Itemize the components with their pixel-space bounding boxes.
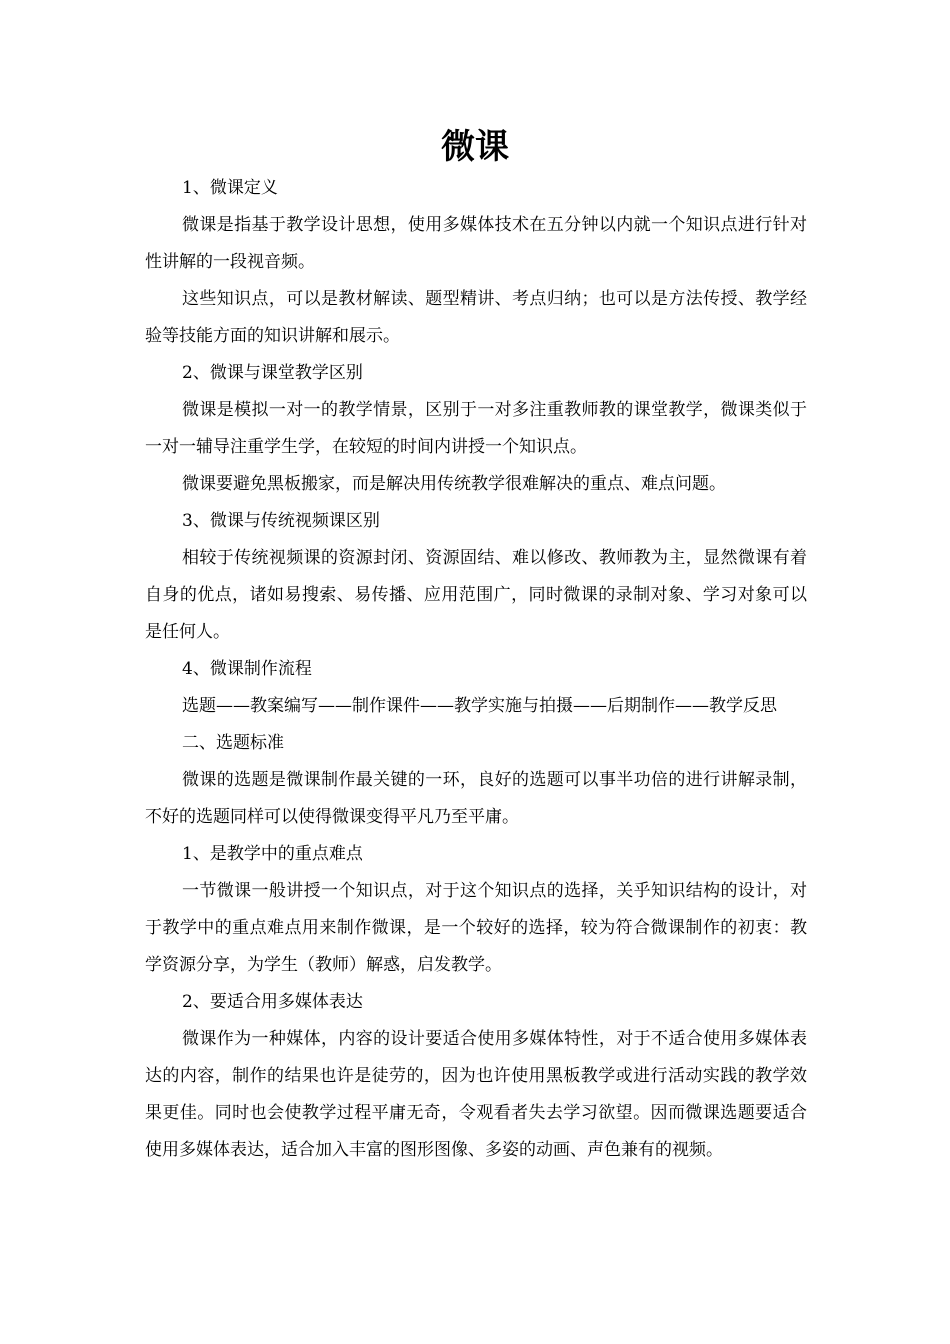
- paragraph: 微课要避免黑板搬家，而是解决用传统教学很难解决的重点、难点问题。: [182, 474, 726, 494]
- section-heading-topic-criteria: 二、选题标准: [182, 733, 284, 753]
- paragraph: 这些知识点，可以是教材解读、题型精讲、考点归纳；也可以是方法传授、教学经验等技能方面的知识讲解和展示。: [145, 289, 807, 346]
- document-body: [145, 170, 807, 1169]
- document-title: 微课: [441, 127, 509, 167]
- subheading-key-points: 1、是教学中的重点难点: [182, 844, 363, 864]
- paragraph: 微课作为一种媒体，内容的设计要适合使用多媒体特性，对于不适合使用多媒体表达的内容，制作的结果也许是徒劳的，因为也许使用黑板教学或进行活动实践的教学效果更佳。同时也会使教学过程平庸无奇，令观看者失去学习欲望。因而微课选题要适合使用多媒体表达，适合加入丰富的图形图像、多姿的动画、声色兼有的视频。: [145, 1029, 807, 1160]
- paragraph: 微课的选题是微课制作最关键的一环，良好的选题可以事半功倍的进行讲解录制，不好的选题同样可以使得微课变得平凡乃至平庸。: [145, 770, 807, 827]
- paragraph: 相较于传统视频课的资源封闭、资源固结、难以修改、教师教为主，显然微课有着自身的优点，诸如易搜索、易传播、应用范围广，同时微课的录制对象、学习对象可以是任何人。: [145, 548, 807, 642]
- paragraph: 一节微课一般讲授一个知识点，对于这个知识点的选择，关乎知识结构的设计，对于教学中的重点难点用来制作微课，是一个较好的选择，较为符合微课制作的初衷：教学资源分享，为学生（教师）解惑，启发教学。: [145, 881, 807, 975]
- subheading-multimedia: 2、要适合用多媒体表达: [182, 992, 363, 1012]
- heading-1-definition: 1、微课定义: [182, 178, 278, 198]
- heading-3-video-difference: 3、微课与传统视频课区别: [182, 511, 380, 531]
- paragraph: 选题——教案编写——制作课件——教学实施与拍摄——后期制作——教学反思: [182, 696, 777, 716]
- paragraph: 微课是模拟一对一的教学情景，区别于一对多注重教师教的课堂教学，微课类似于一对一辅导注重学生学，在较短的时间内讲授一个知识点。: [145, 400, 807, 457]
- paragraph: 微课是指基于教学设计思想，使用多媒体技术在五分钟以内就一个知识点进行针对性讲解的一段视音频。: [145, 215, 807, 272]
- heading-4-production-flow: 4、微课制作流程: [182, 659, 312, 679]
- heading-2-classroom-difference: 2、微课与课堂教学区别: [182, 363, 363, 383]
